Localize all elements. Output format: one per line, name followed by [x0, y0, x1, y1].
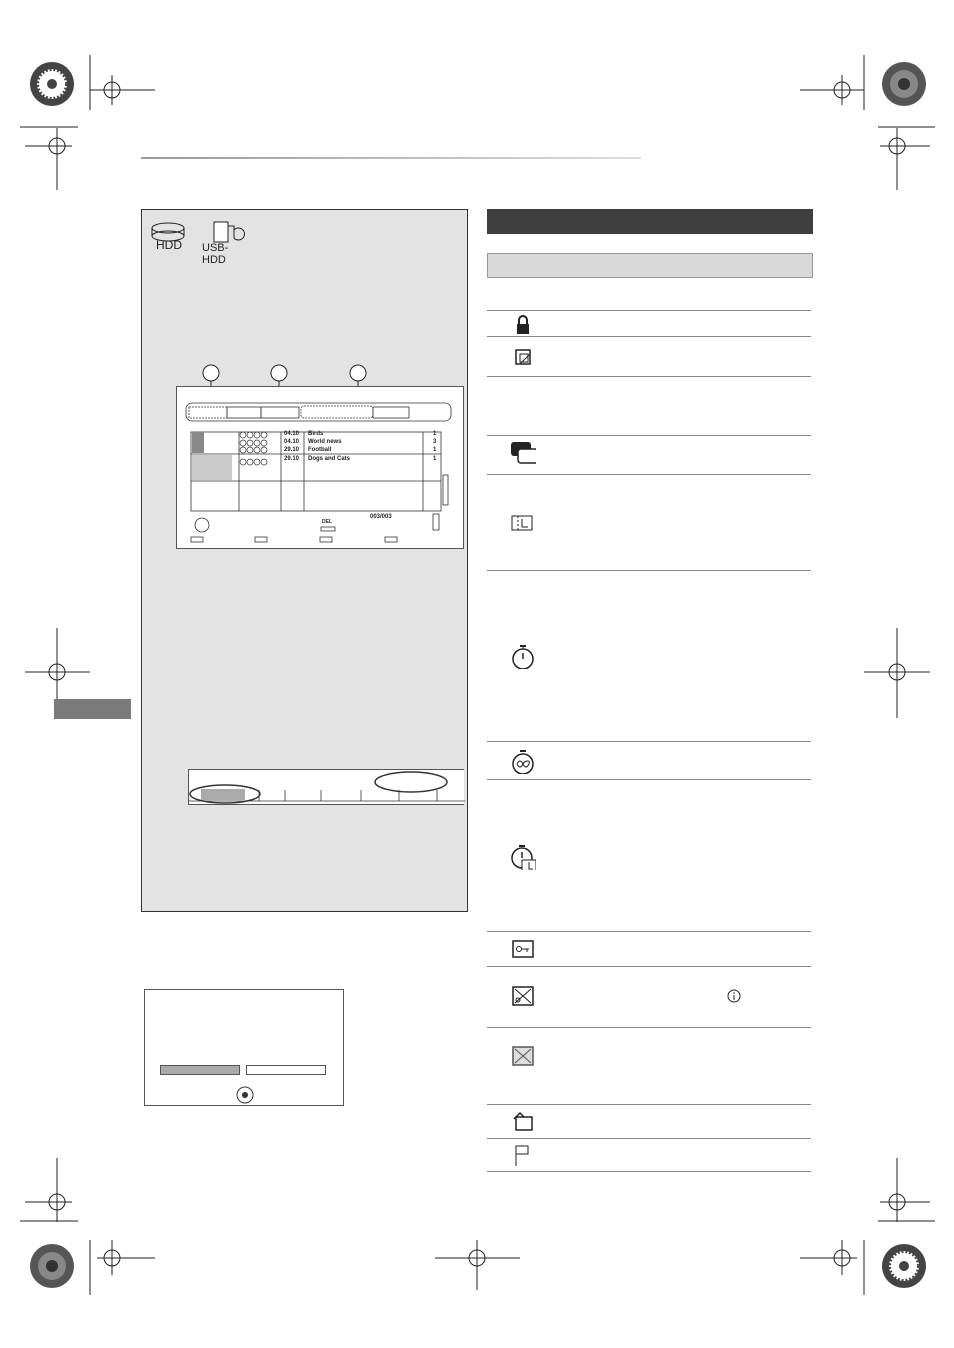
- dialog-secondary-button[interactable]: [246, 1065, 326, 1075]
- confirmation-dialog: [144, 989, 344, 1106]
- section-side-tab: [54, 699, 131, 719]
- cut-icon: [510, 984, 536, 1010]
- infinite-timer-icon: [510, 748, 536, 774]
- row-date: 29.10: [284, 447, 300, 453]
- device-select-screen: [188, 769, 464, 805]
- damaged-icon: [510, 1044, 536, 1070]
- flag-icon: [510, 1142, 536, 1168]
- usb-hdd-label: USB-HDD: [202, 242, 229, 266]
- header-rule: [141, 157, 641, 159]
- key-icon: [510, 936, 536, 962]
- row-count: 1: [433, 447, 437, 453]
- recordings-screen: [176, 386, 464, 549]
- delete-label: DEL: [322, 519, 332, 525]
- hdd-label: HDD: [156, 238, 182, 252]
- table-row: [487, 377, 811, 436]
- copy-protected-icon: [510, 344, 536, 370]
- lock-icon: [510, 312, 536, 338]
- info-icon: [727, 989, 741, 1003]
- row-count: 1: [433, 431, 437, 437]
- row-title: Dogs and Cats: [308, 456, 351, 462]
- dialog-primary-button[interactable]: [160, 1065, 240, 1075]
- row-title: World news: [308, 439, 342, 445]
- row-date: 04.10: [284, 439, 300, 445]
- timer-limit-icon: [510, 844, 536, 870]
- row-title: Birds: [308, 431, 324, 437]
- timer-icon: [510, 643, 536, 669]
- table-header-bar: [487, 209, 813, 234]
- row-date: 29.10: [284, 456, 300, 462]
- row-count: 3: [433, 439, 437, 445]
- nav-pad-icon: [230, 1085, 260, 1105]
- row-date: 04.10: [284, 431, 300, 437]
- table-subheader-bar: [487, 253, 813, 278]
- row-title: Football: [308, 447, 332, 453]
- playback-icon: [510, 441, 536, 467]
- limit-icon: [510, 511, 536, 537]
- row-count: 1: [433, 456, 437, 462]
- new-icon: [510, 1109, 536, 1135]
- left-info-panel: [141, 209, 468, 912]
- page-counter: 003/003: [370, 514, 392, 520]
- table-row: [487, 278, 811, 311]
